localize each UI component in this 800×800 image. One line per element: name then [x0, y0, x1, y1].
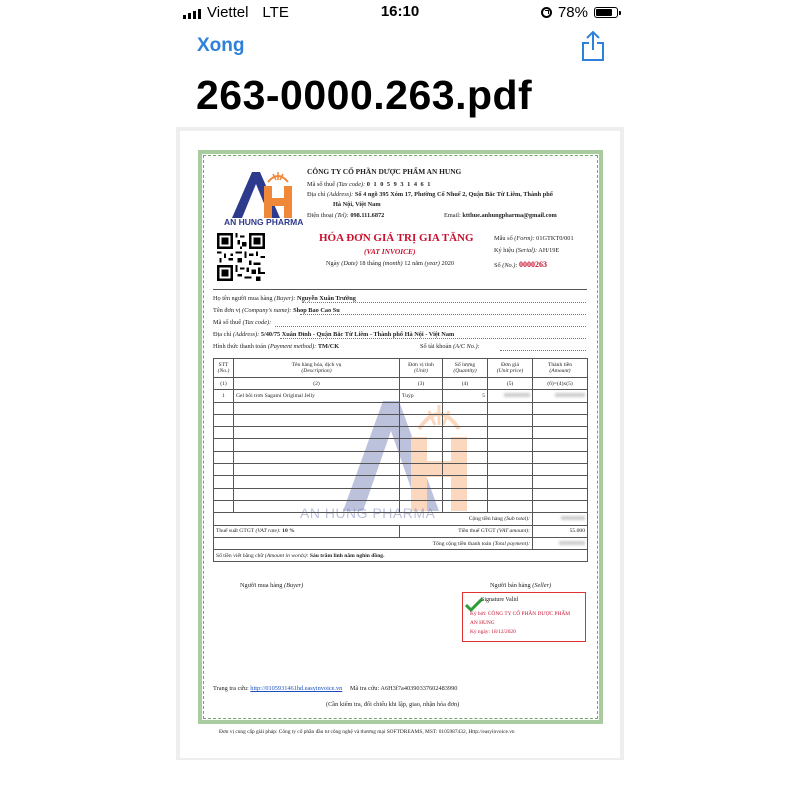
serial-label-en: (Serial):	[515, 247, 538, 254]
buyer-address-label-en: (Address):	[232, 331, 260, 338]
table-row	[214, 402, 588, 414]
items-table	[213, 358, 588, 562]
account-row	[420, 343, 480, 350]
email-value: ktthue.anhungpharma@gmail.com	[462, 212, 557, 219]
table-row	[214, 451, 588, 463]
tax-code: 0 1 0 5 9 3 1 4 6 1	[366, 181, 432, 188]
number-label: Số	[494, 262, 501, 269]
total-label-cell: Tổng cộng tiền thanh toán (Total payment):	[214, 537, 533, 549]
address-dotline	[280, 338, 586, 339]
buyer-tax-row	[213, 319, 271, 326]
number-label-en: (No.):	[502, 262, 518, 269]
lookup-row	[213, 685, 457, 692]
words-cell: Số tiền viết bằng chữ (Amount in words): Sáu trăm linh năm nghìn đồng.	[214, 550, 588, 562]
buyer-address-row	[213, 331, 454, 338]
address-row	[307, 191, 553, 198]
index-cell: (3)	[400, 378, 443, 390]
signed-by: Ký bởi: CÔNG TY CỔ PHẦN DƯỢC PHẨM	[470, 611, 571, 617]
seller-sign-label-en: (Seller)	[532, 582, 552, 589]
battery-percent: 78%	[557, 4, 588, 21]
serial-label: Ký hiệu	[494, 247, 515, 254]
company-unit: Shop Bao Cao Su	[293, 307, 340, 314]
table-row	[214, 500, 588, 512]
buyer-tax-label-en: (Tax code):	[242, 319, 272, 326]
payment-label: Hình thức thanh toán	[213, 343, 267, 350]
carrier-name: Viettel	[207, 4, 249, 21]
seller-sign-label: Người bán hàng	[490, 582, 531, 589]
index-cell: (4)	[443, 378, 488, 390]
serial-row	[494, 247, 559, 254]
col-header-amount: Thành tiền (Amount)	[533, 359, 588, 378]
invoice-title-en: (VAT INVOICE)	[364, 247, 416, 256]
col-header-unit-price: Đơn giá (Unit price)	[488, 359, 533, 378]
address-label-en: (Address):	[326, 191, 354, 198]
row-unit-price	[488, 390, 533, 402]
phone-label: Điện thoại	[307, 212, 334, 219]
network-type: LTE	[262, 4, 289, 21]
signed-date: Ký ngày: 18/12/2020	[470, 629, 516, 635]
words-row	[214, 550, 588, 562]
account-label-en: (A/C No.):	[453, 343, 480, 350]
buyer-address: 5/40/75 Xuân Đỉnh - Quận Bắc Từ Liêm - Thành phố Hà Nội - Việt Nam	[260, 331, 455, 338]
tax-code-label-en: (Tax code):	[336, 181, 366, 188]
buyer-dotline	[302, 302, 586, 303]
vat-row	[214, 525, 588, 537]
year-label-en: (year)	[424, 260, 440, 267]
status-time: 16:10	[380, 3, 420, 20]
company-name: CÔNG TY CỔ PHẦN DƯỢC PHẨM AN HUNG	[307, 167, 462, 176]
date-month: 12	[404, 260, 411, 267]
qr-code	[217, 233, 265, 281]
company-dotline	[300, 314, 586, 315]
total-value	[533, 537, 588, 549]
table-index-row	[214, 378, 588, 390]
tax-code-label: Mã số thuế	[307, 181, 335, 188]
vat-amount: 55.000	[533, 525, 588, 537]
watermark-text: AN HUNG PHARMA	[300, 505, 436, 521]
col-header-description: Tên hàng hóa, dịch vụ (Description)	[234, 359, 400, 378]
col-header-no: STT (No.)	[214, 359, 234, 378]
seller-sign	[490, 582, 551, 589]
table-row	[214, 476, 588, 488]
company-unit-label: Tên đơn vị	[213, 307, 241, 314]
index-cell: (2)	[234, 378, 400, 390]
row-description: Gel bôi trơn Sagami Origimal Jelly	[234, 390, 400, 402]
buyer-sign	[240, 582, 303, 589]
row-amount	[533, 390, 588, 402]
buyer-name: Nguyễn Xuân Trường	[297, 295, 356, 302]
status-bar	[0, 0, 800, 26]
status-right	[541, 4, 618, 21]
lookup-code-label: Mã tra cứu:	[349, 685, 380, 692]
col-header-unit: Đơn vị tính (Unit)	[400, 359, 443, 378]
phone-label-en: (Tel):	[334, 212, 349, 219]
payment-label-en: (Payment method):	[267, 343, 317, 350]
signed-by-2: AN HUNG	[470, 620, 495, 626]
logo-text: AN HUNG PHARMA	[224, 217, 304, 227]
table-row	[214, 439, 588, 451]
signature-valid: Signature Valid	[481, 597, 519, 603]
vat-amount-label-cell: Tiền thuế GTGT (VAT amount):	[400, 525, 533, 537]
date-day: 18	[359, 260, 366, 267]
index-cell: (1)	[214, 378, 234, 390]
table-row	[214, 390, 588, 402]
row-quantity: 5	[443, 390, 488, 402]
account-dotline	[500, 350, 586, 351]
total-row	[214, 537, 588, 549]
subtotal-row	[214, 513, 588, 525]
address-line1: Số 4 ngõ 395 Xóm 17, Phường Cổ Nhuế 2, Quận Bắc Từ Liêm, Thành phố	[354, 191, 553, 198]
date-label-en: (Date)	[341, 260, 358, 267]
buyer-sign-label: Người mua hàng	[240, 582, 283, 589]
phone-row	[307, 212, 384, 219]
buyer-label: Họ tên người mua hàng	[213, 295, 273, 302]
buyer-address-label: Địa chỉ	[213, 331, 232, 338]
col-header-quantity: Số lượng (Quantity)	[443, 359, 488, 378]
lookup-label: Trang tra cứu:	[213, 685, 249, 692]
row-unit: Tuýp	[400, 390, 443, 402]
buyer-row	[213, 295, 356, 302]
date-label: Ngày	[326, 260, 340, 267]
payment-method: TM/CK	[317, 343, 340, 350]
table-header-row	[214, 359, 588, 378]
number-row	[494, 260, 547, 269]
account-label: Số tài khoản	[420, 343, 452, 350]
email-row	[444, 212, 557, 219]
invoice-date	[326, 260, 454, 267]
month-label: tháng	[367, 260, 382, 267]
payment-row	[213, 343, 339, 350]
table-row	[214, 488, 588, 500]
buyer-label-en: (Buyer):	[274, 295, 296, 302]
lookup-note: (Cần kiểm tra, đối chiếu khi lập, giao, nhận hóa đơn)	[326, 701, 460, 708]
provider-note: Đơn vị cung cấp giải pháp: Công ty cổ phần đầu tư công nghệ và thương mại SOFTDREAMS, MST: 0105987432, Http://easyinvoice.vn	[219, 729, 515, 735]
battery-icon	[594, 7, 618, 18]
table-row	[214, 427, 588, 439]
file-title: 263-0000.263.pdf	[196, 72, 533, 118]
email-label: Email:	[444, 212, 461, 219]
lookup-link[interactable]: http://0105931461hd.easyinvoice.vn	[250, 685, 343, 692]
lookup-code: A6H3f7a40390337602483990	[380, 685, 458, 692]
form-value: 01GTKT0/001	[536, 235, 574, 242]
address-label: Địa chỉ	[307, 191, 326, 198]
form-row	[494, 235, 574, 242]
table-row	[214, 464, 588, 476]
row-no: 1	[214, 390, 234, 402]
tax-code-row	[307, 181, 431, 188]
tax-dotline	[275, 326, 586, 327]
done-button[interactable]: Xong	[197, 35, 245, 56]
header-divider	[213, 289, 587, 290]
index-cell: (5)	[488, 378, 533, 390]
an-hung-logo	[224, 166, 296, 224]
subtotal-label-cell: Cộng tiền hàng (Sub total):	[214, 513, 533, 525]
company-unit-row	[213, 307, 340, 314]
index-cell: (6)=(4)x(5)	[533, 378, 588, 390]
buyer-tax-label: Mã số thuế	[213, 319, 241, 326]
serial-value: AH/19E	[538, 247, 560, 254]
company-unit-label-en: (Company's name):	[242, 307, 292, 314]
vat-rate-cell: Thuế suất GTGT (VAT rate): 10 %	[214, 525, 400, 537]
share-icon[interactable]	[581, 30, 605, 62]
subtotal-value	[533, 513, 588, 525]
orientation-lock-icon	[541, 7, 552, 18]
date-year: 2020	[441, 260, 455, 267]
invoice-number: 0000263	[519, 260, 548, 269]
buyer-sign-label-en: (Buyer)	[284, 582, 304, 589]
year-label: năm	[412, 260, 423, 267]
table-row	[214, 414, 588, 426]
address-line2: Hà Nội, Việt Nam	[333, 201, 381, 208]
invoice-title: HÓA ĐƠN GIÁ TRỊ GIA TĂNG	[319, 232, 474, 244]
form-label-en: (Form):	[514, 235, 535, 242]
form-label: Mẫu số	[494, 235, 513, 242]
month-label-en: (month)	[382, 260, 403, 267]
phone-number: 098.111.6872	[350, 212, 385, 219]
